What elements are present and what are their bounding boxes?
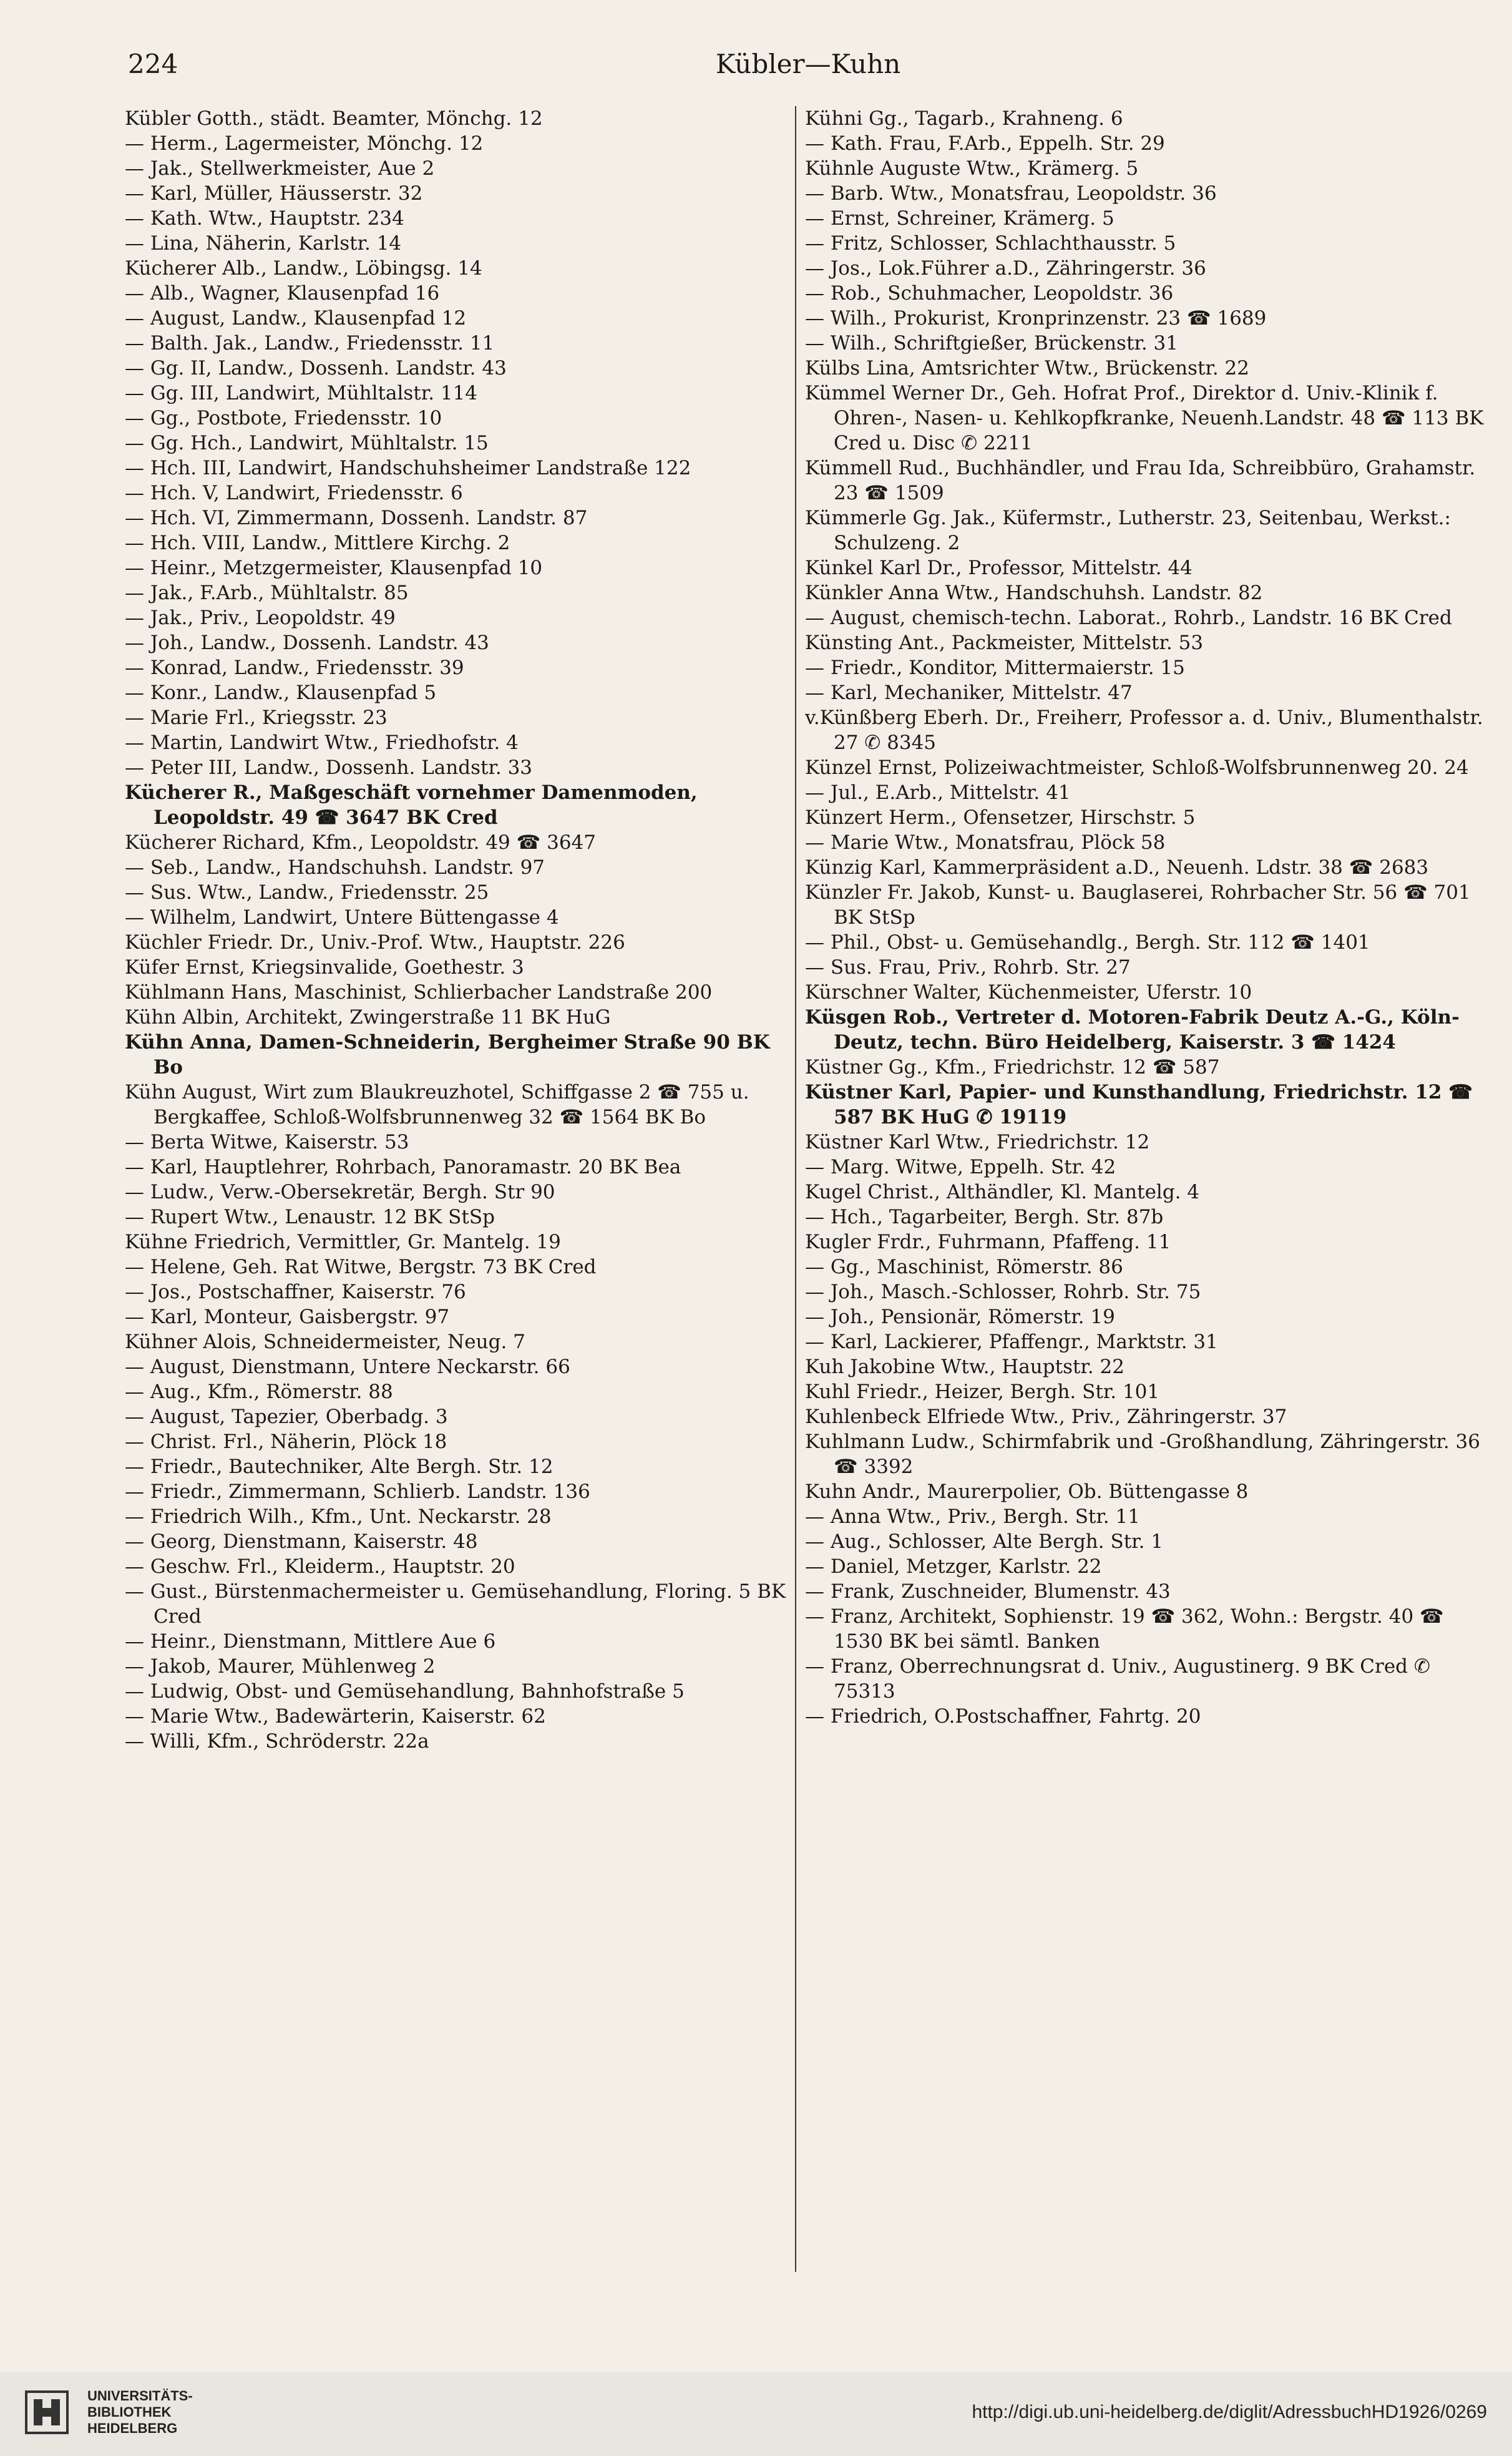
directory-entry: — Friedrich Wilh., Kfm., Unt. Neckarstr. 28 [125,1505,552,1528]
directory-entry: Kühnle Auguste Wtw., Krämerg. 5 [805,157,1139,180]
directory-entry: — Wilh., Prokurist, Kronprinzenstr. 23 ☎ 1689 [805,307,1267,330]
directory-entry: — Marie Frl., Kriegsstr. 23 [125,707,388,729]
directory-entry: — Jul., E.Arb., Mittelstr. 41 [805,781,1071,804]
directory-entry: — Willi, Kfm., Schröderstr. 22a [125,1730,429,1753]
page-number: 224 [128,49,178,79]
directory-entry: — Jak., Priv., Leopoldstr. 49 [125,607,396,629]
page-header [128,49,1488,86]
directory-entry: Kühn Anna, Damen-Schneiderin, Bergheimer Straße 90 BK Bo [125,1031,770,1079]
directory-entry: Kugel Christ., Althändler, Kl. Mantelg. 4 [805,1181,1200,1203]
directory-entry: — Barb. Wtw., Monatsfrau, Leopoldstr. 36 [805,182,1217,205]
directory-entry: Kuhlenbeck Elfriede Wtw., Priv., Zähringerstr. 37 [805,1406,1287,1428]
directory-entry: — Gg. Hch., Landwirt, Mühltalstr. 15 [125,432,489,454]
directory-entry: Künzig Karl, Kammerpräsident a.D., Neuenh. Ldstr. 38 ☎ 2683 [805,856,1429,879]
directory-entry: — Joh., Pensionär, Römerstr. 19 [805,1306,1115,1328]
directory-entry: Künkel Karl Dr., Professor, Mittelstr. 44 [805,557,1193,579]
column-divider [795,106,796,2272]
directory-entry: — Heinr., Metzgermeister, Klausenpfad 10 [125,557,543,579]
directory-entry: — Gg., Maschinist, Römerstr. 86 [805,1256,1123,1278]
directory-entry: — Hch. III, Landwirt, Handschuhsheimer Landstraße 122 [125,457,691,479]
directory-entry: — Konr., Landw., Klausenpfad 5 [125,682,437,704]
directory-entry: Kühn Albin, Architekt, Zwingerstraße 11 BK HuG [125,1006,611,1029]
directory-entry: — Sus. Wtw., Landw., Friedensstr. 25 [125,881,489,904]
directory-entry: — Frank, Zuschneider, Blumenstr. 43 [805,1580,1171,1603]
directory-entry: — Balth. Jak., Landw., Friedensstr. 11 [125,332,495,355]
directory-entry: — Seb., Landw., Handschuhsh. Landstr. 97 [125,856,545,879]
right-column [805,106,1488,2278]
directory-entry: Küfer Ernst, Kriegsinvalide, Goethestr. 3 [125,956,524,979]
directory-entry: — Marie Wtw., Badewärterin, Kaiserstr. 62 [125,1705,546,1728]
directory-entry: Kühne Friedrich, Vermittler, Gr. Mantelg. 19 [125,1231,561,1253]
directory-entry: — Karl, Hauptlehrer, Rohrbach, Panoramastr. 20 BK Bea [125,1156,681,1178]
directory-entry: — Konrad, Landw., Friedensstr. 39 [125,657,464,679]
directory-entry: Kuhn Andr., Maurerpolier, Ob. Büttengasse 8 [805,1480,1249,1503]
directory-entry: — Wilhelm, Landwirt, Untere Büttengasse 4 [125,906,559,929]
directory-entry: — Gg. III, Landwirt, Mühltalstr. 114 [125,382,478,404]
directory-entry: — Franz, Oberrechnungsrat d. Univ., Augustinerg. 9 BK Cred ✆ 75313 [805,1655,1430,1703]
directory-entry: — Phil., Obst- u. Gemüsehandlg., Bergh. Str. 112 ☎ 1401 [805,931,1370,954]
directory-entry: Künzel Ernst, Polizeiwachtmeister, Schloß-Wolfsbrunnenweg 20. 24 [805,756,1469,779]
directory-entry: Kuhlmann Ludw., Schirmfabrik und -Großhandlung, Zähringerstr. 36 ☎ 3392 [805,1431,1481,1478]
directory-entry: Künzler Fr. Jakob, Kunst- u. Bauglaserei, Rohrbacher Str. 56 ☎ 701 BK StSp [805,881,1471,929]
directory-entry: — Aug., Schlosser, Alte Bergh. Str. 1 [805,1530,1163,1553]
directory-entry: Kücherer Richard, Kfm., Leopoldstr. 49 ☎ 3647 [125,831,596,854]
directory-entry: Künsting Ant., Packmeister, Mittelstr. 53 [805,632,1204,654]
directory-entry: — Karl, Monteur, Gaisbergstr. 97 [125,1306,450,1328]
directory-entry: — Ludw., Verw.-Obersekretär, Bergh. Str 90 [125,1181,555,1203]
directory-entry: — Gust., Bürstenmachermeister u. Gemüsehandlung, Floring. 5 BK Cred [125,1580,786,1628]
footer-bar [0,2372,1512,2456]
directory-entry: — Franz, Architekt, Sophienstr. 19 ☎ 362, Wohn.: Bergstr. 40 ☎ 1530 BK bei sämtl. Banken [805,1605,1444,1653]
directory-entry: — Peter III, Landw., Dossenh. Landstr. 33 [125,756,533,779]
directory-entry: — Wilh., Schriftgießer, Brückenstr. 31 [805,332,1178,355]
directory-entry: Kuhl Friedr., Heizer, Bergh. Str. 101 [805,1381,1160,1403]
running-title: Kübler—Kuhn [715,49,901,79]
directory-entry: — Friedrich, O.Postschaffner, Fahrtg. 20 [805,1705,1201,1728]
directory-entry: Kugler Frdr., Fuhrmann, Pfaffeng. 11 [805,1231,1171,1253]
source-url[interactable]: http://digi.ub.uni-heidelberg.de/diglit/AdressbuchHD1926/0269 [972,2402,1487,2422]
directory-entry: — Rob., Schuhmacher, Leopoldstr. 36 [805,282,1174,305]
directory-entry: — Geschw. Frl., Kleiderm., Hauptstr. 20 [125,1555,515,1578]
directory-entry: Küsgen Rob., Vertreter d. Motoren-Fabrik Deutz A.-G., Köln-Deutz, techn. Büro Heidelberg, Kaiserstr. 3 ☎ 1424 [805,1006,1460,1054]
directory-entry: Kümmell Rud., Buchhändler, und Frau Ida, Schreibbüro, Grahamstr. 23 ☎ 1509 [805,457,1476,504]
directory-entry: Kürschner Walter, Küchenmeister, Uferstr. 10 [805,981,1252,1004]
directory-entry: Kühn August, Wirt zum Blaukreuzhotel, Schiffgasse 2 ☎ 755 u. Bergkaffee, Schloß-Wolfsbrunnenweg 32 ☎ 1564 BK Bo [125,1081,749,1128]
directory-entry: — Gg. II, Landw., Dossenh. Landstr. 43 [125,357,507,379]
directory-entry: Kümmerle Gg. Jak., Küfermstr., Lutherstr. 23, Seitenbau, Werkst.: Schulzeng. 2 [805,507,1451,554]
directory-entry: — Joh., Masch.-Schlosser, Rohrb. Str. 75 [805,1281,1201,1303]
directory-entry: — Hch. VIII, Landw., Mittlere Kirchg. 2 [125,532,510,554]
directory-entry: Kühlmann Hans, Maschinist, Schlierbacher Landstraße 200 [125,981,713,1004]
directory-entry: — Jak., Stellwerkmeister, Aue 2 [125,157,435,180]
directory-entry: — Ernst, Schreiner, Krämerg. 5 [805,207,1114,230]
directory-entry: — Georg, Dienstmann, Kaiserstr. 48 [125,1530,478,1553]
directory-entry: Küchler Friedr. Dr., Univ.-Prof. Wtw., Hauptstr. 226 [125,931,625,954]
directory-entry: — Joh., Landw., Dossenh. Landstr. 43 [125,632,489,654]
university-logo-icon [24,2389,70,2435]
directory-entry: — Heinr., Dienstmann, Mittlere Aue 6 [125,1630,496,1653]
directory-entry: Küstner Karl, Papier- und Kunsthandlung, Friedrichstr. 12 ☎ 587 BK HuG ✆ 19119 [805,1081,1473,1128]
directory-entry: Küstner Karl Wtw., Friedrichstr. 12 [805,1131,1150,1153]
directory-entry: — Karl, Lackierer, Pfaffengr., Marktstr. 31 [805,1331,1218,1353]
directory-entry: Kühner Alois, Schneidermeister, Neug. 7 [125,1331,525,1353]
directory-entry: — Gg., Postbote, Friedensstr. 10 [125,407,442,429]
directory-entry: Kuh Jakobine Wtw., Hauptstr. 22 [805,1356,1124,1378]
directory-entry: — Lina, Näherin, Karlstr. 14 [125,232,402,255]
directory-entry: — Jakob, Maurer, Mühlenweg 2 [125,1655,436,1678]
directory-entry: — Marie Wtw., Monatsfrau, Plöck 58 [805,831,1166,854]
directory-entry: — August, Landw., Klausenpfad 12 [125,307,467,330]
directory-entry: — Anna Wtw., Priv., Bergh. Str. 11 [805,1505,1140,1528]
directory-entry: Küstner Gg., Kfm., Friedrichstr. 12 ☎ 587 [805,1056,1220,1079]
left-column [125,106,786,2278]
directory-entry: — Kath. Wtw., Hauptstr. 234 [125,207,404,230]
directory-entry: — Aug., Kfm., Römerstr. 88 [125,1381,393,1403]
directory-entry: — Friedr., Bautechniker, Alte Bergh. Str. 12 [125,1455,554,1478]
directory-entry: Künkler Anna Wtw., Handschuhsh. Landstr. 82 [805,582,1263,604]
directory-entry: — Daniel, Metzger, Karlstr. 22 [805,1555,1102,1578]
directory-entry: — Hch., Tagarbeiter, Bergh. Str. 87b [805,1206,1164,1228]
directory-entry: — Hch. VI, Zimmermann, Dossenh. Landstr. 87 [125,507,588,529]
directory-entry: — Marg. Witwe, Eppelh. Str. 42 [805,1156,1116,1178]
directory-entry: — Berta Witwe, Kaiserstr. 53 [125,1131,409,1153]
directory-entry: — August, Dienstmann, Untere Neckarstr. 66 [125,1356,570,1378]
library-name: UNIVERSITÄTS- BIBLIOTHEK HEIDELBERG [87,2388,193,2436]
directory-entry: — Martin, Landwirt Wtw., Friedhofstr. 4 [125,731,519,754]
directory-entry: Kücherer R., Maßgeschäft vornehmer Damenmoden, Leopoldstr. 49 ☎ 3647 BK Cred [125,781,698,829]
directory-entry: — August, Tapezier, Oberbadg. 3 [125,1406,448,1428]
directory-entry: — Herm., Lagermeister, Mönchg. 12 [125,132,484,155]
directory-entry: — Christ. Frl., Näherin, Plöck 18 [125,1431,447,1453]
directory-entry: v.Künßberg Eberh. Dr., Freiherr, Professor a. d. Univ., Blumenthalstr. 27 ✆ 8345 [805,707,1483,754]
directory-entry: Kühni Gg., Tagarb., Krahneng. 6 [805,107,1123,130]
directory-entry: — Alb., Wagner, Klausenpfad 16 [125,282,440,305]
directory-entry: Kübler Gotth., städt. Beamter, Mönchg. 12 [125,107,543,130]
directory-entry: — Jak., F.Arb., Mühltalstr. 85 [125,582,409,604]
directory-entry: — August, chemisch-techn. Laborat., Rohrb., Landstr. 16 BK Cred [805,607,1452,629]
directory-entry: — Jos., Postschaffner, Kaiserstr. 76 [125,1281,466,1303]
directory-entry: Kücherer Alb., Landw., Löbingsg. 14 [125,257,482,280]
directory-entry: — Sus. Frau, Priv., Rohrb. Str. 27 [805,956,1131,979]
directory-entry: Kümmel Werner Dr., Geh. Hofrat Prof., Direktor d. Univ.-Klinik f. Ohren-, Nasen- u. Kehlkopfkranke, Neuenh.Landstr. 48 ☎ 113 BK Cred u. Disc ✆ 2211 [805,382,1484,454]
directory-entry: — Rupert Wtw., Lenaustr. 12 BK StSp [125,1206,495,1228]
directory-entry: — Ludwig, Obst- und Gemüsehandlung, Bahnhofstraße 5 [125,1680,685,1703]
directory-entry: — Helene, Geh. Rat Witwe, Bergstr. 73 BK Cred [125,1256,597,1278]
directory-entry: — Friedr., Konditor, Mittermaierstr. 15 [805,657,1185,679]
directory-entry: — Fritz, Schlosser, Schlachthausstr. 5 [805,232,1176,255]
directory-entry: — Friedr., Zimmermann, Schlierb. Landstr. 136 [125,1480,590,1503]
directory-entry: — Kath. Frau, F.Arb., Eppelh. Str. 29 [805,132,1165,155]
directory-entry: — Karl, Müller, Häusserstr. 32 [125,182,423,205]
directory-entry: — Karl, Mechaniker, Mittelstr. 47 [805,682,1133,704]
directory-entry: Külbs Lina, Amtsrichter Wtw., Brückenstr. 22 [805,357,1250,379]
directory-entry: — Hch. V, Landwirt, Friedensstr. 6 [125,482,463,504]
directory-entry: — Jos., Lok.Führer a.D., Zähringerstr. 36 [805,257,1206,280]
directory-entry: Künzert Herm., Ofensetzer, Hirschstr. 5 [805,806,1196,829]
